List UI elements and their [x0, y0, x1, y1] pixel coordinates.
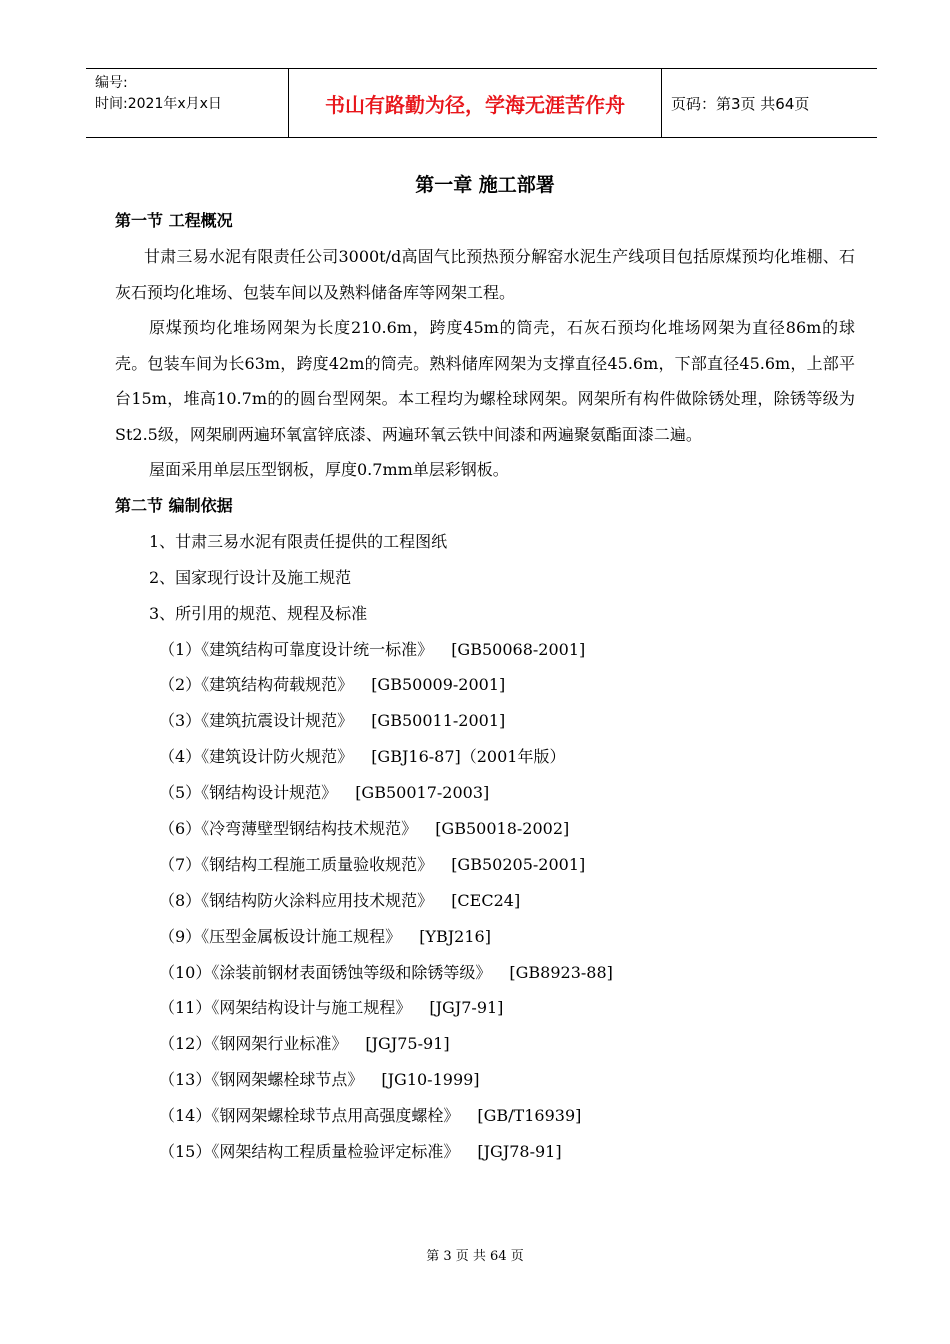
basis-item: 3、所引用的规范、规程及标准: [149, 603, 368, 623]
document-number: 编号:: [95, 75, 128, 91]
standard-code: [GB/T16939]: [477, 1106, 582, 1126]
standard-name: （5）《钢结构设计规范》: [159, 783, 338, 803]
standard-code: [JG10-1999]: [381, 1070, 480, 1090]
standard-name: （12）《钢网架行业标准》: [159, 1034, 348, 1054]
standard-name: （14）《钢网架螺栓球节点用高强度螺栓》: [159, 1106, 460, 1126]
standard-name: （15）《网架结构工程质量检验评定标准》: [159, 1141, 460, 1161]
standard-item: [115, 739, 855, 775]
standard-name: （3）《建筑抗震设计规范》: [159, 711, 354, 731]
header-slogan-cell: [288, 69, 662, 137]
chapter-title: 第一章 施工部署: [415, 174, 555, 196]
standard-name: （7）《钢结构工程施工质量验收规范》: [159, 854, 434, 874]
standard-item: [115, 811, 855, 847]
page-footer: [0, 1245, 950, 1264]
standard-item: [115, 955, 855, 991]
standard-code: [JGJ75-91]: [365, 1034, 450, 1054]
standards-list: [115, 632, 855, 1170]
standard-code: [GB50011-2001]: [371, 711, 506, 731]
section-title-overview: 第一节 工程概况: [115, 211, 233, 230]
standard-name: （13）《钢网架螺栓球节点》: [159, 1070, 364, 1090]
standard-item: [115, 883, 855, 919]
header-meta-cell: [86, 69, 288, 137]
standard-item: [115, 775, 855, 811]
standard-code: [YBJ216]: [419, 926, 491, 946]
overview-paragraph-2: 原煤预均化堆场网架为长度210.6m，跨度45m的筒壳，石灰石预均化堆场网架为直径86m的球壳。包装车间为长63m，跨度42m的筒壳。熟料储库网架为支撑直径45.6m，下部直径45.6m，上部平台15m，堆高10.7m的的圆台型网架。本工程均为螺栓球网架。网架所有构件做除锈处理，除锈等级为St2.5级，网架刷两遍环氧富锌底漆、两遍环氧云铁中间漆和两遍聚氨酯面漆二遍。: [115, 318, 855, 444]
document-body: [115, 163, 855, 1170]
standard-item: [115, 667, 855, 703]
page-header: [86, 68, 877, 138]
standard-name: （1）《建筑结构可靠度设计统一标准》: [159, 639, 434, 659]
standard-code: [GB50068-2001]: [451, 639, 586, 659]
standard-code: [CEC24]: [451, 890, 521, 910]
standard-item: [115, 632, 855, 668]
overview-paragraph-1: 甘肃三易水泥有限责任公司3000t/d高固气比预热预分解窑水泥生产线项目包括原煤预均化堆棚、石灰石预均化堆场、包装车间以及熟料储备库等网架工程。: [115, 247, 855, 302]
footer-page-number: 第 3 页 共 64 页: [426, 1249, 524, 1264]
standard-item: [115, 1134, 855, 1170]
standard-item: [115, 1098, 855, 1134]
standard-item: [115, 1026, 855, 1062]
standard-code: [GB50009-2001]: [371, 675, 506, 695]
standard-code: [GB50205-2001]: [451, 854, 586, 874]
standard-code: [JGJ78-91]: [477, 1141, 562, 1161]
standard-code: [GB8923-88]: [509, 962, 613, 982]
standard-item: [115, 847, 855, 883]
basis-item: 2、国家现行设计及施工规范: [149, 567, 352, 587]
standard-item: [115, 1062, 855, 1098]
standard-name: （6）《冷弯薄壁型钢结构技术规范》: [159, 818, 418, 838]
basis-item: 1、甘肃三易水泥有限责任提供的工程图纸: [149, 531, 448, 551]
header-slogan: 书山有路勤为径，学海无涯苦作舟: [325, 92, 625, 117]
standard-name: （9）《压型金属板设计施工规程》: [159, 926, 402, 946]
standard-name: （8）《钢结构防火涂料应用技术规范》: [159, 890, 434, 910]
standard-item: [115, 990, 855, 1026]
standard-code: [GBJ16-87]（2001年版）: [371, 747, 566, 767]
standard-name: （2）《建筑结构荷载规范》: [159, 675, 354, 695]
standard-item: [115, 919, 855, 955]
standard-code: [GB50018-2002]: [435, 818, 570, 838]
section-title-basis: 第二节 编制依据: [115, 495, 233, 515]
header-page-cell: [662, 69, 877, 137]
standard-name: （10）《涂装前钢材表面锈蚀等级和除锈等级》: [159, 962, 492, 982]
standard-code: [GB50017-2003]: [355, 783, 490, 803]
overview-paragraph-3: 屋面采用单层压型钢板，厚度0.7mm单层彩钢板。: [149, 460, 509, 479]
standard-name: （4）《建筑设计防火规范》: [159, 747, 354, 767]
document-time: 时间:2021年x月x日: [95, 96, 222, 112]
standard-item: [115, 703, 855, 739]
standard-code: [JGJ7-91]: [429, 998, 504, 1018]
standard-name: （11）《网架结构设计与施工规程》: [159, 998, 412, 1018]
header-page-number: 页码：第3页 共64页: [671, 94, 810, 113]
